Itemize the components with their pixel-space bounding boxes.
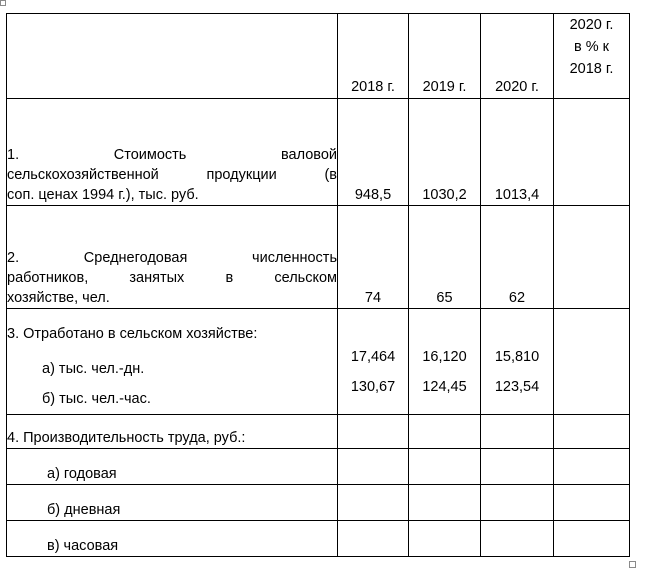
row3-label: [7, 309, 338, 415]
row4c-2020: [481, 521, 554, 557]
row4b-label: [7, 485, 338, 521]
row3-b-2020: 123,54: [494, 379, 540, 395]
row3-a-2019: 16,120: [422, 349, 467, 365]
table-move-handle[interactable]: [0, 0, 6, 6]
row4c-pct: [554, 521, 630, 557]
row2-label-line1: 2. Среднегодовая численность: [7, 250, 337, 266]
table-row-workers: [7, 206, 630, 309]
table-resize-handle[interactable]: [629, 561, 636, 568]
row2-2020: 62: [481, 206, 554, 309]
row2-2018: 74: [338, 206, 409, 309]
table-row-worked-time: [7, 309, 630, 415]
header-2019: 2019 г.: [409, 14, 481, 99]
row1-label-line2: сельскохозяйственной продукции (в: [7, 167, 337, 183]
row4-pct: [554, 415, 630, 449]
row2-2019: 65: [409, 206, 481, 309]
row1-label-line1: 1. Стоимость валовой: [7, 147, 337, 163]
row1-label-line3: соп. ценах 1994 г.), тыс. руб.: [7, 187, 199, 203]
row4b-pct: [554, 485, 630, 521]
header-empty-cell: [7, 14, 338, 99]
table-row-productivity: [7, 415, 630, 449]
header-pct-line3: 2018 г.: [569, 61, 614, 77]
row4a-pct: [554, 449, 630, 485]
row2-label: [7, 206, 338, 309]
row1-2019: 1030,2: [409, 99, 481, 206]
row3-pct: [554, 309, 630, 415]
row3-a-2020: 15,810: [494, 349, 540, 365]
row4c-label-text: в) часовая: [47, 538, 119, 554]
row1-label: [7, 99, 338, 206]
row3-a-2018: 17,464: [350, 349, 396, 365]
header-2020: 2020 г.: [481, 14, 554, 99]
row3-title: 3. Отработано в сельском хозяйстве:: [7, 326, 258, 342]
row1-2018: 948,5: [338, 99, 409, 206]
row4a-label: [7, 449, 338, 485]
table-row-gross-output: [7, 99, 630, 206]
row4b-2018: [338, 485, 409, 521]
row3-2020: [481, 309, 554, 415]
row3-2018: [338, 309, 409, 415]
row4c-2019: [409, 521, 481, 557]
row4a-2018: [338, 449, 409, 485]
row4b-2019: [409, 485, 481, 521]
row1-2020: 1013,4: [481, 99, 554, 206]
row4-2020: [481, 415, 554, 449]
row4a-label-text: а) годовая: [47, 466, 117, 482]
row3-a-label: а) тыс. чел.-дн.: [42, 361, 145, 377]
row4a-2020: [481, 449, 554, 485]
row4-title: 4. Производительность труда, руб.:: [7, 415, 338, 449]
header-2018: 2018 г.: [338, 14, 409, 99]
table-row-hourly: [7, 521, 630, 557]
row4c-2018: [338, 521, 409, 557]
table-header-row: [7, 14, 630, 99]
row4c-label: [7, 521, 338, 557]
row2-pct: [554, 206, 630, 309]
row3-b-2018: 130,67: [350, 379, 396, 395]
row3-sublabels: [7, 354, 337, 414]
row2-label-line2: работников, занятых в сельском: [7, 270, 337, 286]
row3-2019: [409, 309, 481, 415]
row4b-label-text: б) дневная: [47, 502, 121, 518]
header-pct: [554, 14, 630, 99]
table-row-annual: [7, 449, 630, 485]
row3-b-2019: 124,45: [422, 379, 467, 395]
productivity-table: [6, 13, 630, 557]
row3-b-label: б) тыс. чел.-час.: [42, 391, 151, 407]
row4a-2019: [409, 449, 481, 485]
header-pct-line2: в % к: [574, 39, 609, 55]
row2-label-line3: хозяйстве, чел.: [7, 290, 110, 306]
table-row-daily: [7, 485, 630, 521]
row1-pct: [554, 99, 630, 206]
row4-2019: [409, 415, 481, 449]
header-pct-line1: 2020 г.: [569, 17, 614, 33]
row4b-2020: [481, 485, 554, 521]
row4-2018: [338, 415, 409, 449]
